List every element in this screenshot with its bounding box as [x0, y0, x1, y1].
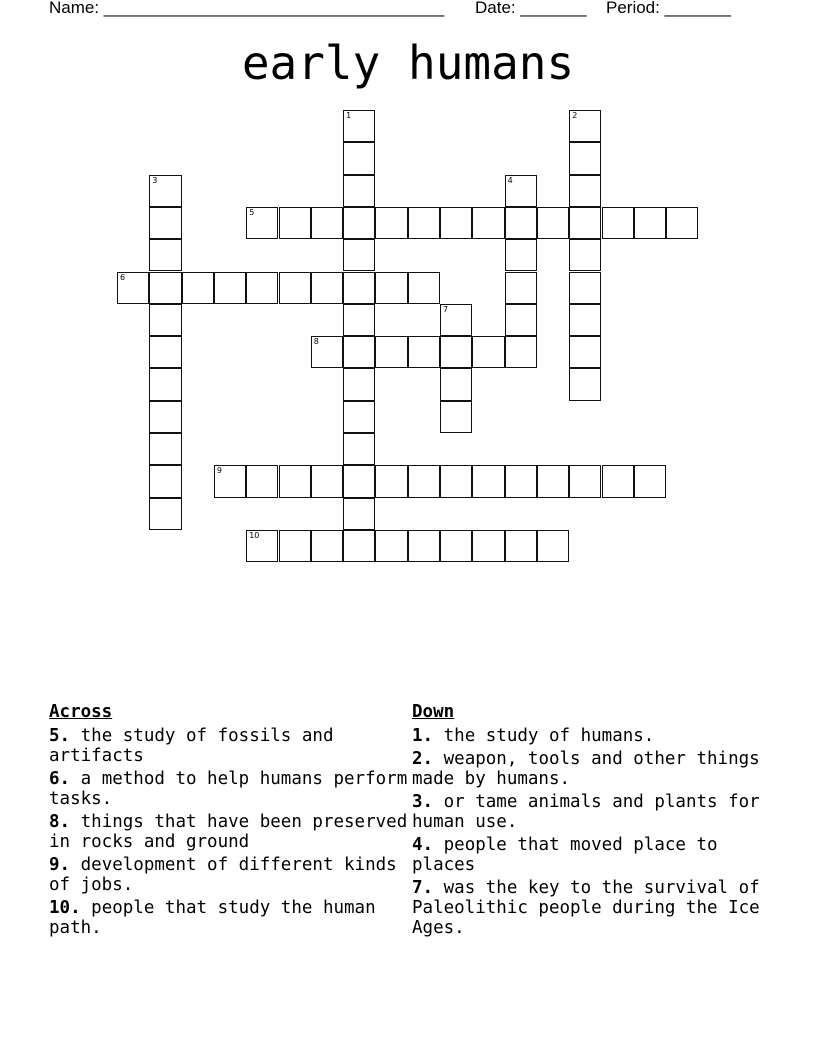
grid-cell[interactable]	[472, 336, 504, 368]
clue-number: 1.	[412, 726, 434, 746]
down-clue	[412, 749, 772, 789]
grid-cell[interactable]	[149, 207, 181, 239]
clue-number: 7	[443, 304, 449, 314]
grid-cell[interactable]	[343, 110, 375, 142]
grid-cell[interactable]	[343, 239, 375, 271]
down-clue	[412, 878, 772, 938]
clue-number: 4	[507, 175, 513, 185]
grid-cell[interactable]	[408, 272, 440, 304]
grid-cell[interactable]	[505, 304, 537, 336]
grid-cell[interactable]	[505, 336, 537, 368]
grid-cell[interactable]	[505, 272, 537, 304]
clue-number: 8	[313, 337, 319, 347]
clue-number: 4.	[412, 835, 434, 855]
grid-cell[interactable]	[343, 304, 375, 336]
clue-number: 6.	[49, 769, 71, 789]
down-clues	[412, 702, 772, 941]
grid-cell[interactable]	[182, 272, 214, 304]
grid-cell[interactable]	[214, 272, 246, 304]
grid-cell[interactable]	[634, 465, 666, 497]
grid-cell[interactable]	[375, 207, 407, 239]
grid-cell[interactable]	[634, 207, 666, 239]
grid-cell[interactable]	[440, 465, 472, 497]
grid-cell[interactable]	[375, 272, 407, 304]
grid-cell[interactable]	[149, 401, 181, 433]
clue-text: was the key to the survival of Paleolithic people during the Ice Ages.	[412, 878, 760, 938]
date-field[interactable]: Date: _______	[475, 0, 587, 17]
clue-text: people that moved place to places	[412, 835, 718, 875]
grid-cell[interactable]	[246, 207, 278, 239]
grid-cell[interactable]	[537, 465, 569, 497]
clue-number: 5.	[49, 726, 71, 746]
grid-cell[interactable]	[408, 336, 440, 368]
grid-cell[interactable]	[343, 207, 375, 239]
grid-cell[interactable]	[149, 498, 181, 530]
grid-cell[interactable]	[569, 465, 601, 497]
grid-cell[interactable]	[246, 530, 278, 562]
across-heading: Across	[49, 702, 113, 722]
clue-number: 2.	[412, 749, 434, 769]
grid-cell[interactable]	[569, 239, 601, 271]
grid-cell[interactable]	[343, 142, 375, 174]
grid-cell[interactable]	[408, 465, 440, 497]
grid-cell[interactable]	[666, 207, 698, 239]
grid-cell[interactable]	[602, 465, 634, 497]
period-field[interactable]: Period: _______	[606, 0, 731, 17]
grid-cell[interactable]	[311, 272, 343, 304]
grid-cell[interactable]	[569, 175, 601, 207]
grid-cell[interactable]	[569, 304, 601, 336]
grid-cell[interactable]	[505, 465, 537, 497]
grid-cell[interactable]	[440, 207, 472, 239]
across-clue	[49, 855, 409, 895]
grid-cell[interactable]	[472, 465, 504, 497]
grid-cell[interactable]	[279, 465, 311, 497]
grid-cell[interactable]	[375, 530, 407, 562]
grid-cell[interactable]	[375, 336, 407, 368]
clue-text: a method to help humans perform tasks.	[49, 769, 408, 809]
clue-number: 3.	[412, 792, 434, 812]
down-clue	[412, 792, 772, 832]
grid-cell[interactable]	[246, 465, 278, 497]
name-field[interactable]: Name: ____________________________________	[49, 0, 445, 17]
grid-cell[interactable]	[537, 207, 569, 239]
grid-cell[interactable]	[343, 401, 375, 433]
clue-text: people that study the human path.	[49, 898, 376, 938]
grid-cell[interactable]	[569, 110, 601, 142]
grid-cell[interactable]	[279, 207, 311, 239]
grid-cell[interactable]	[505, 207, 537, 239]
clue-number: 9	[216, 466, 222, 476]
grid-cell[interactable]	[149, 465, 181, 497]
grid-cell[interactable]	[408, 207, 440, 239]
grid-cell[interactable]	[569, 142, 601, 174]
grid-cell[interactable]	[311, 336, 343, 368]
down-clue	[412, 726, 772, 746]
grid-cell[interactable]	[149, 336, 181, 368]
grid-cell[interactable]	[505, 239, 537, 271]
grid-cell[interactable]	[149, 304, 181, 336]
grid-cell[interactable]	[569, 336, 601, 368]
clue-number: 7.	[412, 878, 434, 898]
grid-cell[interactable]	[569, 207, 601, 239]
clue-text: the study of humans.	[443, 726, 655, 746]
grid-cell[interactable]	[343, 498, 375, 530]
grid-cell[interactable]	[149, 175, 181, 207]
clue-number: 2	[572, 111, 578, 120]
grid-cell[interactable]	[149, 368, 181, 400]
grid-cell[interactable]	[505, 175, 537, 207]
grid-cell[interactable]	[440, 401, 472, 433]
grid-cell[interactable]	[311, 530, 343, 562]
grid-cell[interactable]	[375, 465, 407, 497]
clue-number: 10.	[49, 898, 81, 918]
clue-number: 5	[249, 207, 255, 217]
grid-cell[interactable]	[537, 530, 569, 562]
clue-number: 8.	[49, 812, 71, 832]
clue-number: 9.	[49, 855, 71, 875]
grid-cell[interactable]	[343, 175, 375, 207]
clue-text: weapon, tools and other things made by humans.	[412, 749, 760, 789]
across-clue	[49, 769, 409, 809]
grid-cell[interactable]	[149, 239, 181, 271]
grid-cell[interactable]	[440, 530, 472, 562]
grid-cell[interactable]	[602, 207, 634, 239]
grid-cell[interactable]	[408, 530, 440, 562]
clue-number: 3	[152, 175, 158, 185]
clue-text: the study of fossils and artifacts	[49, 726, 334, 766]
grid-cell[interactable]	[311, 465, 343, 497]
grid-cell[interactable]	[569, 272, 601, 304]
grid-cell[interactable]	[311, 207, 343, 239]
clue-text: things that have been preserved in rocks and ground	[49, 812, 408, 852]
grid-cell[interactable]	[343, 465, 375, 497]
grid-cell[interactable]	[343, 530, 375, 562]
grid-cell[interactable]	[569, 368, 601, 400]
clue-number: 10	[249, 530, 260, 540]
grid-cell[interactable]	[246, 272, 278, 304]
clue-number: 1	[346, 111, 352, 120]
grid-cell[interactable]	[279, 272, 311, 304]
grid-cell[interactable]	[214, 465, 246, 497]
grid-cell[interactable]	[279, 530, 311, 562]
grid-cell[interactable]	[149, 272, 181, 304]
across-clue	[49, 898, 409, 938]
across-clue	[49, 812, 409, 852]
grid-cell[interactable]	[117, 272, 149, 304]
across-clue	[49, 726, 409, 766]
grid-cell[interactable]	[343, 433, 375, 465]
across-clues	[49, 702, 409, 941]
grid-cell[interactable]	[149, 433, 181, 465]
clue-text: development of different kinds of jobs.	[49, 855, 397, 895]
grid-cell[interactable]	[472, 530, 504, 562]
grid-cell[interactable]	[343, 336, 375, 368]
grid-cell[interactable]	[440, 336, 472, 368]
grid-cell[interactable]	[343, 368, 375, 400]
grid-cell[interactable]	[440, 304, 472, 336]
down-clue	[412, 835, 772, 875]
grid-cell[interactable]	[472, 207, 504, 239]
clue-number: 6	[120, 272, 126, 282]
grid-cell[interactable]	[505, 530, 537, 562]
clue-text: or tame animals and plants for human use.	[412, 792, 760, 832]
grid-cell[interactable]	[440, 368, 472, 400]
grid-cell[interactable]	[343, 272, 375, 304]
puzzle-title: early humans	[241, 36, 575, 90]
down-heading: Down	[412, 702, 455, 722]
